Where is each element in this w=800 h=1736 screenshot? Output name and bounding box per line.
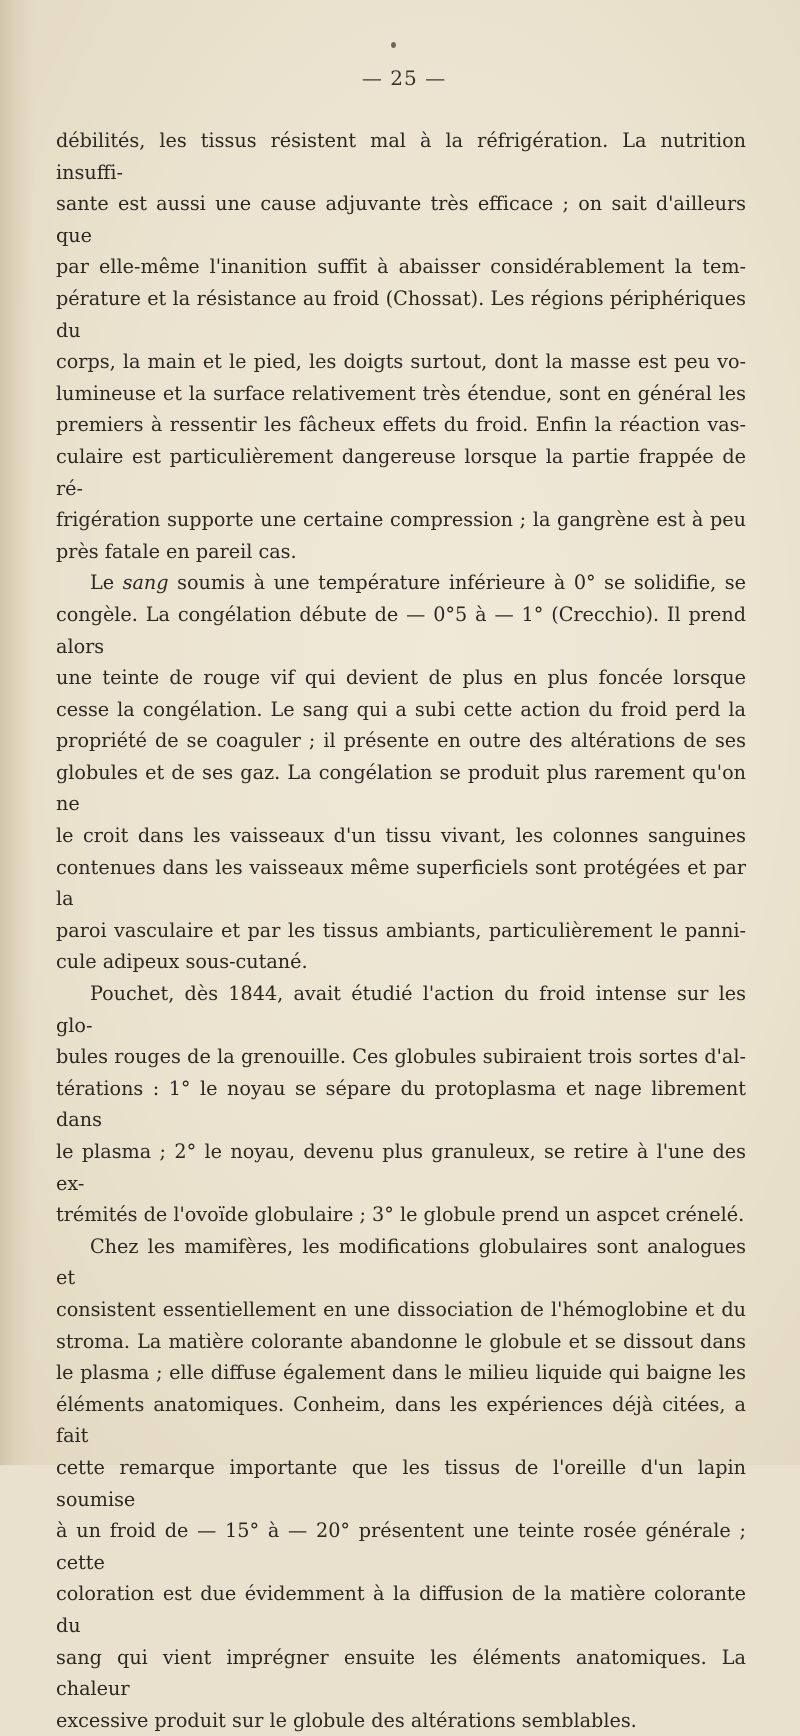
text-line: lumineuse et la surface relativement très étendue, sont en général les (56, 381, 746, 405)
text-line: bules rouges de la grenouille. Ces globules subiraient trois sortes d'al- (56, 1045, 746, 1069)
text-line: trémités de l'ovoïde globulaire ; 3° le globule prend un aspcet crénelé. (56, 1203, 745, 1227)
text-line: globules et de ses gaz. La congélation se produit plus rarement qu'on ne (56, 760, 746, 816)
text-line: le plasma ; 2° le noyau, devenu plus granuleux, se retire à l'une des ex- (56, 1140, 746, 1195)
page-number: — 25 — (361, 66, 447, 90)
text-line: le plasma ; elle diffuse également dans le milieu liquide qui baigne les (56, 1361, 746, 1385)
text-line: Pouchet, dès 1844, avait étudié l'action du froid intense sur les glo- (56, 982, 746, 1037)
text-line: une teinte de rouge vif qui devient de plus en plus foncée lorsque (56, 666, 746, 690)
text-line: cette remarque importante que les tissus de l'oreille d'un lapin soumise (56, 1455, 746, 1511)
text-line: propriété de se coaguler ; il présente en outre des altérations de ses (56, 729, 746, 753)
text-line: par elle-même l'inanition suffit à abaisser considérablement la tem- (56, 255, 746, 279)
text-line: paroi vasculaire et par les tissus ambiants, particulièrement le panni- (56, 918, 746, 942)
text-line: pérature et la résistance au froid (Chossat). Les régions périphériques du (56, 286, 746, 342)
text-line: près fatale en pareil cas. (56, 539, 297, 563)
text-line: cule adipeux sous-cutané. (56, 950, 308, 974)
text-line: sang qui vient imprégner ensuite les éléments anatomiques. La chaleur (56, 1645, 746, 1701)
text-line: Le sang soumis à une température inférieure à 0° se solidifie, se (90, 571, 746, 595)
spine-shadow (0, 0, 34, 1465)
text-line: culaire est particulièrement dangereuse lorsque la partie frappée de ré- (56, 444, 746, 500)
text-line: consistent essentiellement en une dissociation de l'hémoglobine et du (56, 1297, 746, 1321)
text-line: le croit dans les vaisseaux d'un tissu vivant, les colonnes sanguines (56, 824, 746, 848)
body-text (56, 125, 746, 1736)
text-line: cesse la congélation. Le sang qui a subi cette action du froid perd la (56, 697, 746, 721)
italic-term: sang (122, 571, 169, 595)
text-line: premiers à ressentir les fâcheux effets du froid. Enfin la réaction vas- (56, 413, 746, 437)
text-line: frigération supporte une certaine compression ; la gangrène est à peu (56, 508, 746, 532)
text-line: Chez les mamifères, les modifications globulaires sont analogues et (56, 1234, 746, 1290)
text-line: contenues dans les vaisseaux même superficiels sont protégées et par la (56, 855, 746, 911)
text-line: excessive produit sur le globule des altérations semblables. (56, 1708, 637, 1732)
text-line: térations : 1° le noyau se sépare du protoplasma et nage librement dans (56, 1076, 746, 1132)
text-line: éléments anatomiques. Conheim, dans les expériences déjà citées, a fait (56, 1392, 746, 1448)
text-line: coloration est due évidemment à la diffusion de la matière colorante du (56, 1582, 746, 1637)
ink-speck (391, 42, 396, 48)
text-line: sante est aussi une cause adjuvante très efficace ; on sait d'ailleurs que (56, 192, 746, 247)
text-line: stroma. La matière colorante abandonne le globule et se dissout dans (56, 1329, 746, 1353)
text-line: congèle. La congélation débute de — 0°5 à — 1° (Crecchio). Il prend alors (56, 602, 746, 658)
text-line: débilités, les tissus résistent mal à la réfrigération. La nutrition insuffi- (56, 129, 746, 184)
text-line: à un froid de — 15° à — 20° présentent une teinte rosée générale ; cette (56, 1519, 746, 1574)
text-line: corps, la main et le pied, les doigts surtout, dont la masse est peu vo- (56, 350, 746, 374)
